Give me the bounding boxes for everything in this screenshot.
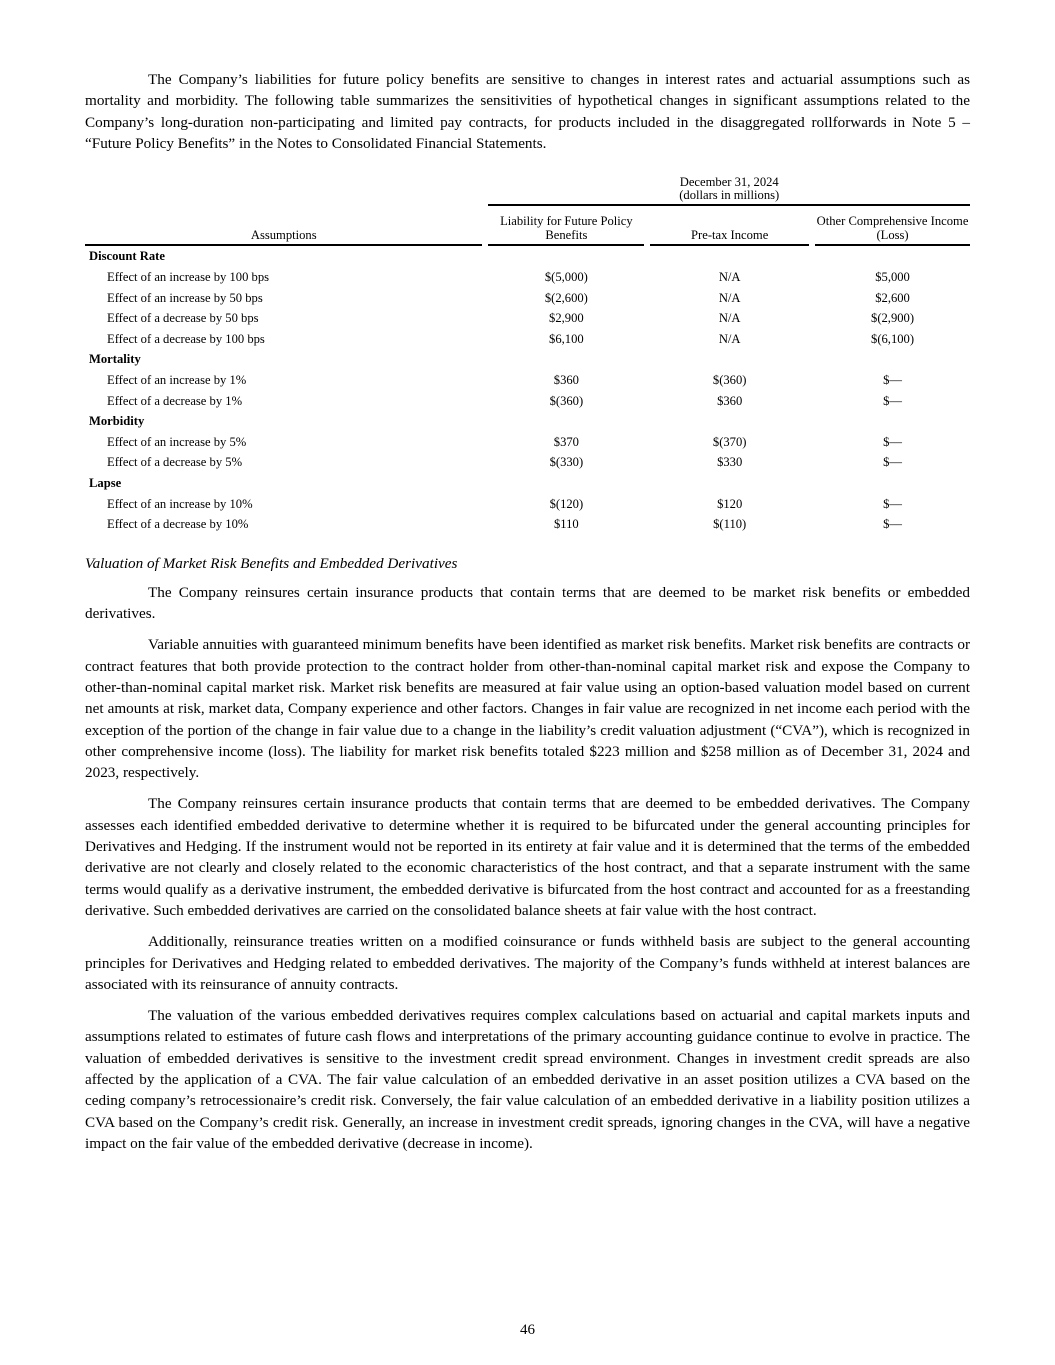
page-number: 46	[520, 1322, 535, 1338]
paragraph: Additionally, reinsurance treaties written on a modified coinsurance or funds withheld basis are subject to the general accounting principles for Derivatives and Hedging related to embedded derivatives. The majority of the Company’s funds withheld at interest balances are associated with its reinsurance of annuity contracts.	[85, 933, 970, 993]
oci-cell: $—	[883, 373, 902, 388]
section-title: Lapse	[89, 476, 122, 491]
paragraph: The Company reinsures certain insurance products that contain terms that are deemed to be market risk benefits or embedded derivatives.	[85, 583, 970, 623]
pretax-cell: N/A	[718, 331, 741, 346]
pretax-cell: $120	[717, 496, 743, 511]
oci-cell: $—	[883, 434, 902, 449]
liability-cell: $360	[553, 373, 579, 388]
pretax-cell: $(110)	[713, 517, 747, 532]
header-oci: Other Comprehensive Income (Loss)	[815, 206, 970, 246]
oci-cell: $2,600	[875, 290, 910, 305]
header-assumptions: Assumptions	[85, 206, 482, 246]
pretax-cell: N/A	[718, 270, 741, 285]
pretax-cell: $(370)	[712, 434, 747, 449]
table-row	[85, 267, 970, 288]
oci-cell: $—	[883, 455, 902, 470]
pretax-cell: $(360)	[712, 373, 747, 388]
pretax-cell: $330	[717, 455, 743, 470]
assumption-cell: Effect of a decrease by 1%	[107, 393, 243, 408]
liability-cell: $(120)	[549, 496, 584, 511]
table-row	[85, 308, 970, 329]
assumption-cell: Effect of a decrease by 5%	[107, 455, 243, 470]
assumption-cell: Effect of an increase by 10%	[107, 496, 253, 511]
liability-cell: $(2,600)	[544, 290, 588, 305]
table-row	[85, 287, 970, 308]
oci-cell: $—	[883, 517, 902, 532]
liability-cell: $370	[553, 434, 579, 449]
pretax-cell: N/A	[718, 290, 741, 305]
liability-cell: $(360)	[549, 393, 584, 408]
table-row	[85, 432, 970, 453]
table-row	[85, 514, 970, 535]
header-liability: Liability for Future Policy Benefits	[488, 206, 644, 246]
pretax-cell: N/A	[718, 311, 741, 326]
liability-cell: $110	[554, 517, 579, 532]
assumption-cell: Effect of a decrease by 100 bps	[107, 331, 265, 346]
section-heading: Valuation of Market Risk Benefits and Embedded Derivatives	[85, 554, 458, 572]
table-row	[85, 329, 970, 350]
document-body	[85, 69, 970, 1164]
section-title: Mortality	[89, 352, 141, 367]
section-title: Morbidity	[89, 414, 145, 429]
oci-cell: $5,000	[875, 270, 910, 285]
paragraph: The valuation of the various embedded derivatives requires complex calculations based on actuarial and capital markets inputs and assumptions related to estimates of future cash flows and interpretations of the primary accounting guidance continue to evolve in practice. The valuation of embedded derivatives is sensitive to the investment credit spread environment. Changes in investment credit spreads are also affected by the application of a CVA. The fair value calculation of an embedded derivative in an asset position utilizes a CVA based on the ceding company’s retrocessionaire’s credit risk. Conversely, the fair value calculation of an embedded derivative in a liability position utilizes a CVA based on the Company’s credit risk. Generally, an increase in investment credit spreads, ignoring changes in the CVA, will have a negative impact on the fair value of the embedded derivative (decrease in income).	[85, 1007, 970, 1152]
oci-cell: $—	[883, 496, 902, 511]
section-row	[85, 246, 970, 267]
sensitivity-table	[79, 172, 976, 534]
header-pretax: Pre-tax Income	[650, 206, 809, 246]
table-period-header	[488, 172, 970, 206]
assumption-cell: Effect of a decrease by 50 bps	[107, 311, 259, 326]
assumption-cell: Effect of an increase by 100 bps	[107, 270, 270, 285]
table-row	[85, 493, 970, 514]
assumption-cell: Effect of an increase by 1%	[107, 373, 247, 388]
liability-cell: $(5,000)	[544, 270, 588, 285]
pretax-cell: $360	[717, 393, 743, 408]
section-row	[85, 411, 970, 432]
assumption-cell: Effect of an increase by 50 bps	[107, 290, 263, 305]
section-row	[85, 349, 970, 370]
table-row	[85, 370, 970, 391]
section-title: Discount Rate	[89, 249, 165, 264]
assumption-cell: Effect of an increase by 5%	[107, 434, 247, 449]
liability-cell: $6,100	[549, 331, 584, 346]
section-row	[85, 473, 970, 494]
oci-cell: $—	[883, 393, 902, 408]
oci-cell: $(6,100)	[871, 331, 915, 346]
assumption-cell: Effect of a decrease by 10%	[107, 517, 249, 532]
paragraph: Variable annuities with guaranteed minimum benefits have been identified as market risk benefits. Market risk benefits are contracts or contract features that both provide protection to the contract holder from other-than-nominal capital market risk and expose the Company to other-than-nominal capital market risk. Market risk benefits are measured at fair value using an option-based valuation model based on current net amounts at risk, market data, Company experience and other factors. Changes in fair value are recognized in net income each period with the exception of the portion of the change in fair value due to a change in the liability’s credit valuation adjustment (“CVA”), which is recognized in other comprehensive income (loss). The liability for market risk benefits totaled $223 million and $258 million as of December 31, 2024 and 2023, respectively.	[85, 636, 970, 782]
intro-paragraph: The Company’s liabilities for future policy benefits are sensitive to changes in interest rates and actuarial assumptions such as mortality and morbidity. The following table summarizes the sensitivities of hypothetical changes in significant assumptions related to the Company’s long-duration non-participating and limited pay contracts, for products included in the disaggregated rollforwards in Note 5 – “Future Policy Benefits” in the Notes to Consolidated Financial Statements.	[85, 71, 970, 152]
liability-cell: $2,900	[549, 311, 584, 326]
units-label: (dollars in millions)	[679, 188, 780, 203]
liability-cell: $(330)	[549, 455, 584, 470]
table-row	[85, 390, 970, 411]
period-label: December 31, 2024	[679, 175, 779, 190]
oci-cell: $(2,900)	[871, 311, 915, 326]
table-row	[85, 452, 970, 473]
paragraph: The Company reinsures certain insurance products that contain terms that are deemed to be embedded derivatives. The Company assesses each identified embedded derivative to determine whether it is required to be bifurcated under the general accounting principles for Derivatives and Hedging. If the instrument would not be reported in its entirety at fair value and it is determined that the terms of the embedded derivative are not clearly and closely related to the economic characteristics of the host contract, and that a separate instrument with the same terms would qualify as a derivative instrument, the embedded derivative is bifurcated from the host contract and accounted for as a freestanding derivative. Such embedded derivatives are carried on the consolidated balance sheets at fair value with the host contract.	[85, 795, 970, 919]
